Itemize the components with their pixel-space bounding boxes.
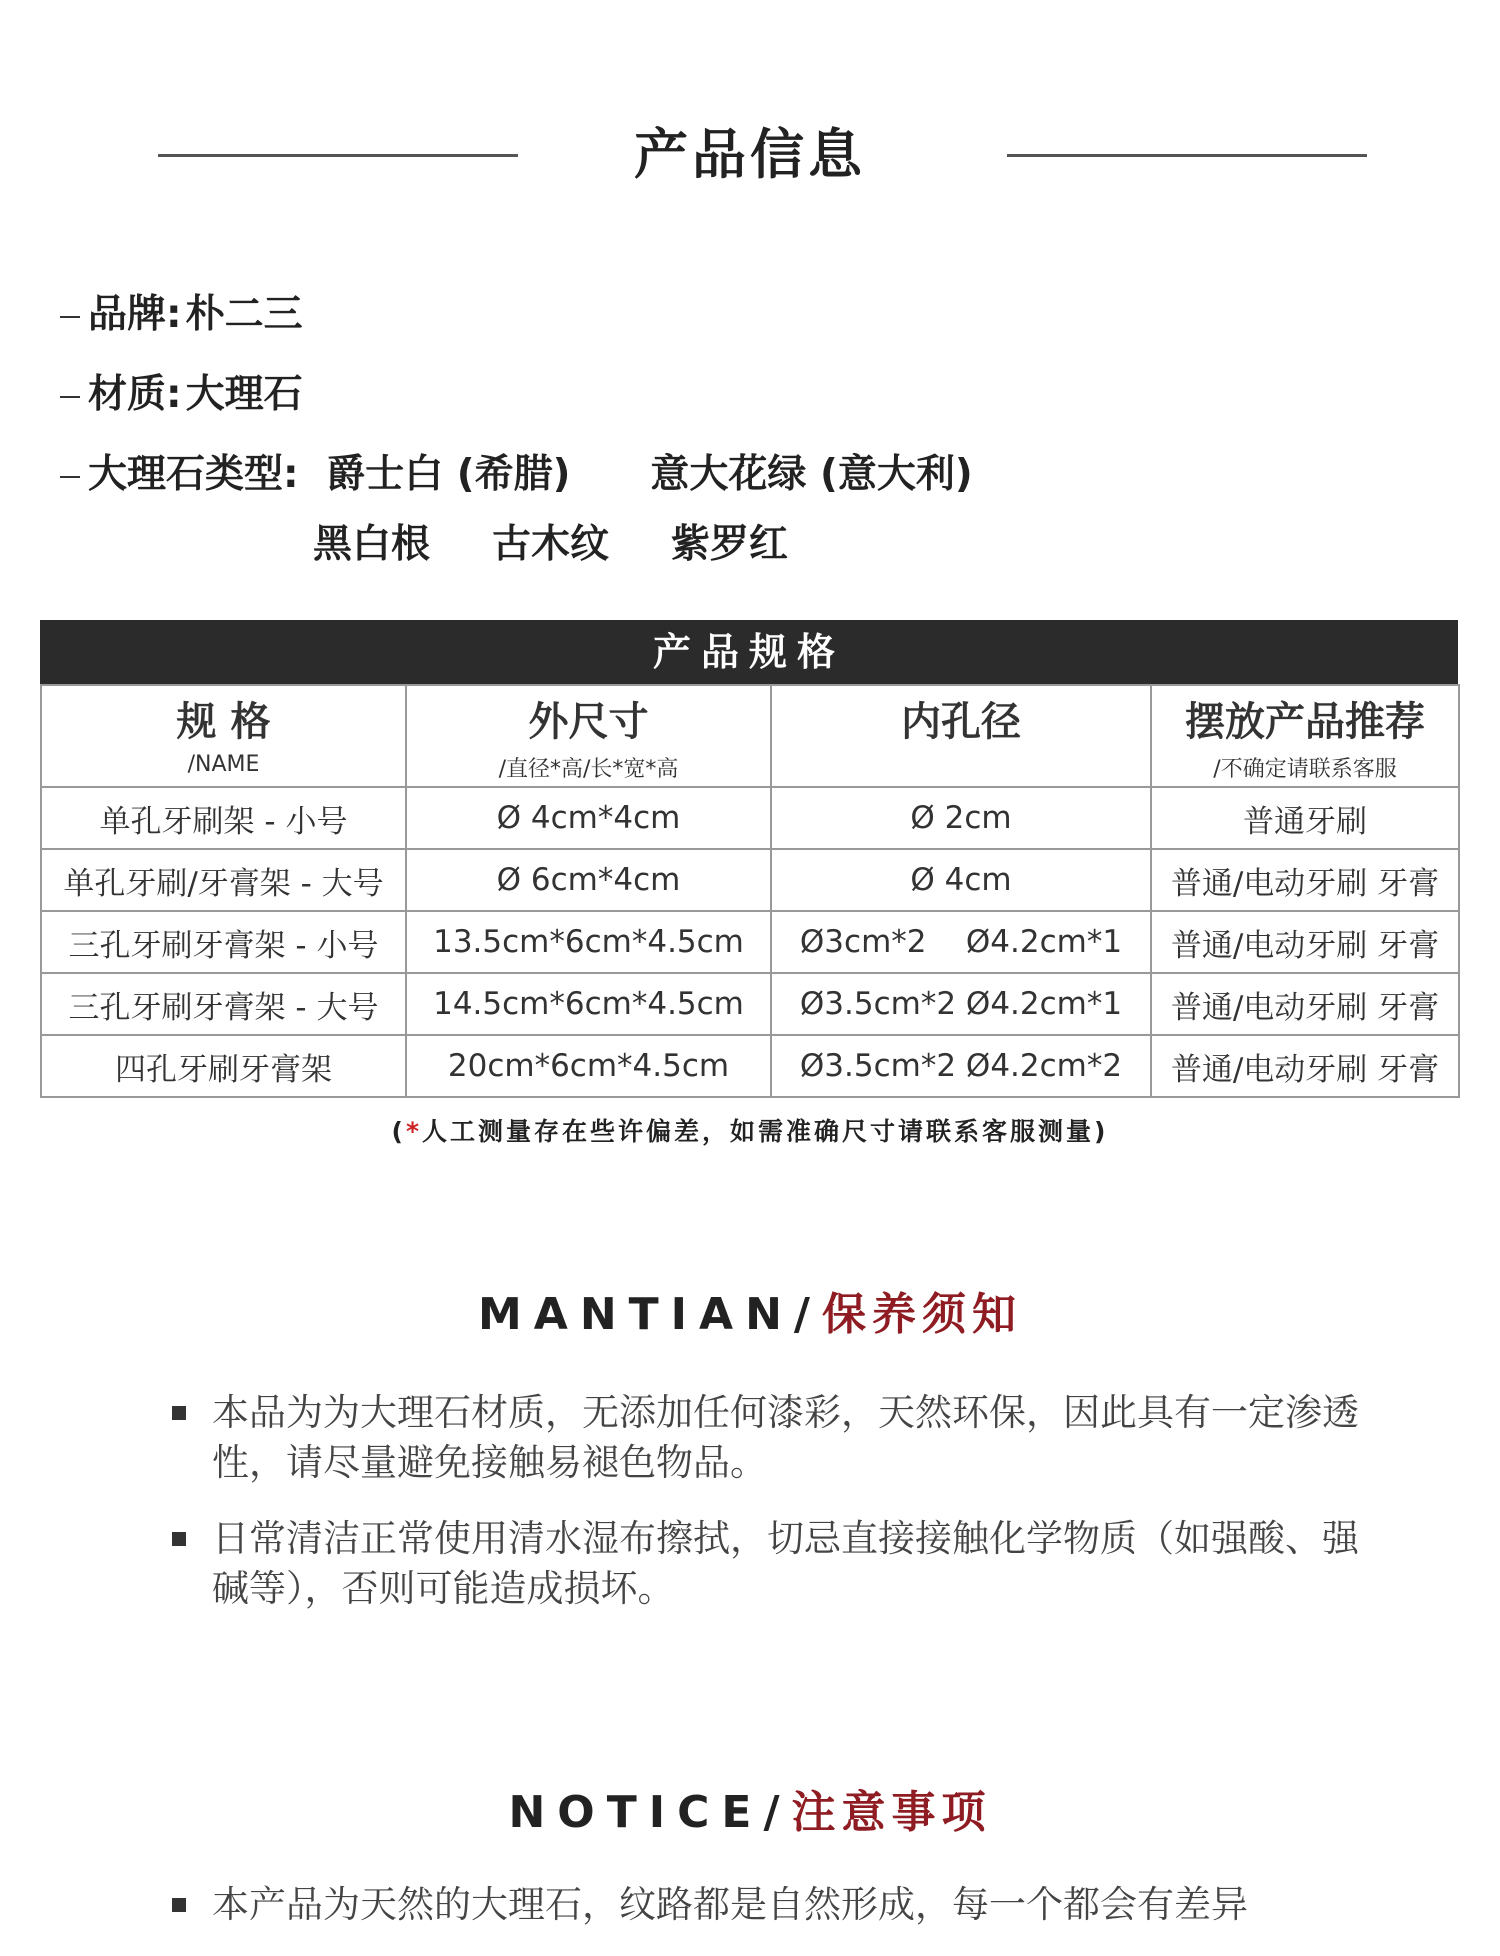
table-row: [41, 1035, 1459, 1097]
brand-row: [60, 290, 1460, 370]
brand-value: 朴二三: [185, 292, 303, 337]
cell-name: 三孔牙刷牙膏架 - 小号: [41, 911, 406, 973]
column-header-sub: /NAME: [187, 752, 260, 777]
column-header-main: 摆放产品推荐: [1185, 699, 1425, 745]
cell-outer-size: 13.5cm*6cm*4.5cm: [406, 911, 771, 973]
marble-type: 爵士白 (希腊): [326, 452, 571, 497]
bullet-square-icon: [172, 1898, 186, 1912]
cell-name: 三孔牙刷牙膏架 - 大号: [41, 973, 406, 1035]
bullet-square-icon: [172, 1532, 186, 1546]
cell-inner-diameter: Ø3.5cm*2 Ø4.2cm*2: [771, 1035, 1151, 1097]
material-row: [60, 370, 1460, 450]
cell-recommendation: 普通/电动牙刷 牙膏: [1151, 849, 1459, 911]
cell-inner-diameter: Ø3cm*2 Ø4.2cm*1: [771, 911, 1151, 973]
care-item-text: 本品为为大理石材质，无添加任何漆彩，天然环保，因此具有一定渗透性，请尽量避免接触易褪色物品。: [212, 1391, 1359, 1484]
cell-inner-diameter: Ø 2cm: [771, 787, 1151, 849]
measurement-note: [0, 1112, 1500, 1148]
cell-recommendation: 普通/电动牙刷 牙膏: [1151, 911, 1459, 973]
column-header-sub: /不确定请联系客服: [1213, 757, 1397, 782]
marble-types-row-2: [60, 520, 1460, 590]
page-title: 产品信息: [634, 123, 866, 186]
marble-types-label: 大理石类型:: [88, 452, 299, 497]
care-title: [0, 1278, 1500, 1342]
cell-name: 单孔牙刷架 - 小号: [41, 787, 406, 849]
dash-marker: [60, 476, 80, 478]
spec-title: 产品规格: [40, 620, 1458, 684]
care-title-en: MANTIAN/: [478, 1289, 822, 1340]
section-header: [0, 112, 1500, 192]
note-paren: (: [391, 1117, 406, 1146]
spec-section: [40, 620, 1458, 1098]
header-divider-right: [1007, 154, 1367, 157]
care-list: [170, 1388, 1360, 1640]
column-header: [406, 685, 771, 787]
list-item: [170, 1388, 1360, 1488]
cell-inner-diameter: Ø3.5cm*2 Ø4.2cm*1: [771, 973, 1151, 1035]
cell-outer-size: Ø 4cm*4cm: [406, 787, 771, 849]
product-info: [60, 290, 1460, 590]
cell-recommendation: 普通/电动牙刷 牙膏: [1151, 973, 1459, 1035]
marble-type: 紫罗红: [671, 522, 789, 567]
table-row: [41, 911, 1459, 973]
care-item-text: 日常清洁正常使用清水湿布擦拭，切忌直接接触化学物质（如强酸、强碱等），否则可能造成损坏。: [212, 1517, 1359, 1610]
note-asterisk: *: [405, 1117, 423, 1146]
column-header: [771, 685, 1151, 787]
table-row: [41, 973, 1459, 1035]
cell-recommendation: 普通/电动牙刷 牙膏: [1151, 1035, 1459, 1097]
brand-label: 品牌:: [88, 292, 182, 337]
bullet-square-icon: [172, 1406, 186, 1420]
marble-type: 意大花绿 (意大利): [650, 452, 973, 497]
cell-inner-diameter: Ø 4cm: [771, 849, 1151, 911]
notice-list: [170, 1880, 1360, 1956]
list-item: [170, 1880, 1360, 1930]
notice-title-zh: 注意事项: [791, 1787, 992, 1838]
cell-name: 四孔牙刷牙膏架: [41, 1035, 406, 1097]
cell-outer-size: Ø 6cm*4cm: [406, 849, 771, 911]
dash-marker: [60, 316, 80, 318]
table-row: [41, 787, 1459, 849]
table-header-row: [41, 685, 1459, 787]
column-header-main: 内孔径: [901, 699, 1021, 745]
cell-outer-size: 20cm*6cm*4.5cm: [406, 1035, 771, 1097]
marble-type: 黑白根: [313, 522, 431, 567]
column-header: [1151, 685, 1459, 787]
cell-outer-size: 14.5cm*6cm*4.5cm: [406, 973, 771, 1035]
column-header-main: 规 格: [176, 699, 271, 745]
column-header: [41, 685, 406, 787]
column-header-main: 外尺寸: [528, 699, 649, 745]
material-value: 大理石: [185, 372, 303, 417]
list-item: [170, 1514, 1360, 1614]
marble-type: 古木纹: [492, 522, 610, 567]
material-label: 材质:: [88, 372, 182, 417]
care-title-zh: 保养须知: [822, 1289, 1022, 1340]
column-header-sub: /直径*高/长*宽*高: [498, 757, 679, 782]
table-row: [41, 849, 1459, 911]
marble-types-row: [60, 450, 1460, 520]
spec-table: [40, 684, 1460, 1098]
notice-title-en: NOTICE/: [508, 1787, 792, 1838]
note-text: 人工测量存在些许偏差，如需准确尺寸请联系客服测量): [422, 1117, 1109, 1146]
cell-recommendation: 普通牙刷: [1151, 787, 1459, 849]
cell-name: 单孔牙刷/牙膏架 - 大号: [41, 849, 406, 911]
notice-item-text: 本产品为天然的大理石，纹路都是自然形成，每一个都会有差异: [212, 1883, 1248, 1926]
notice-title: [0, 1776, 1500, 1840]
dash-marker: [60, 396, 80, 398]
